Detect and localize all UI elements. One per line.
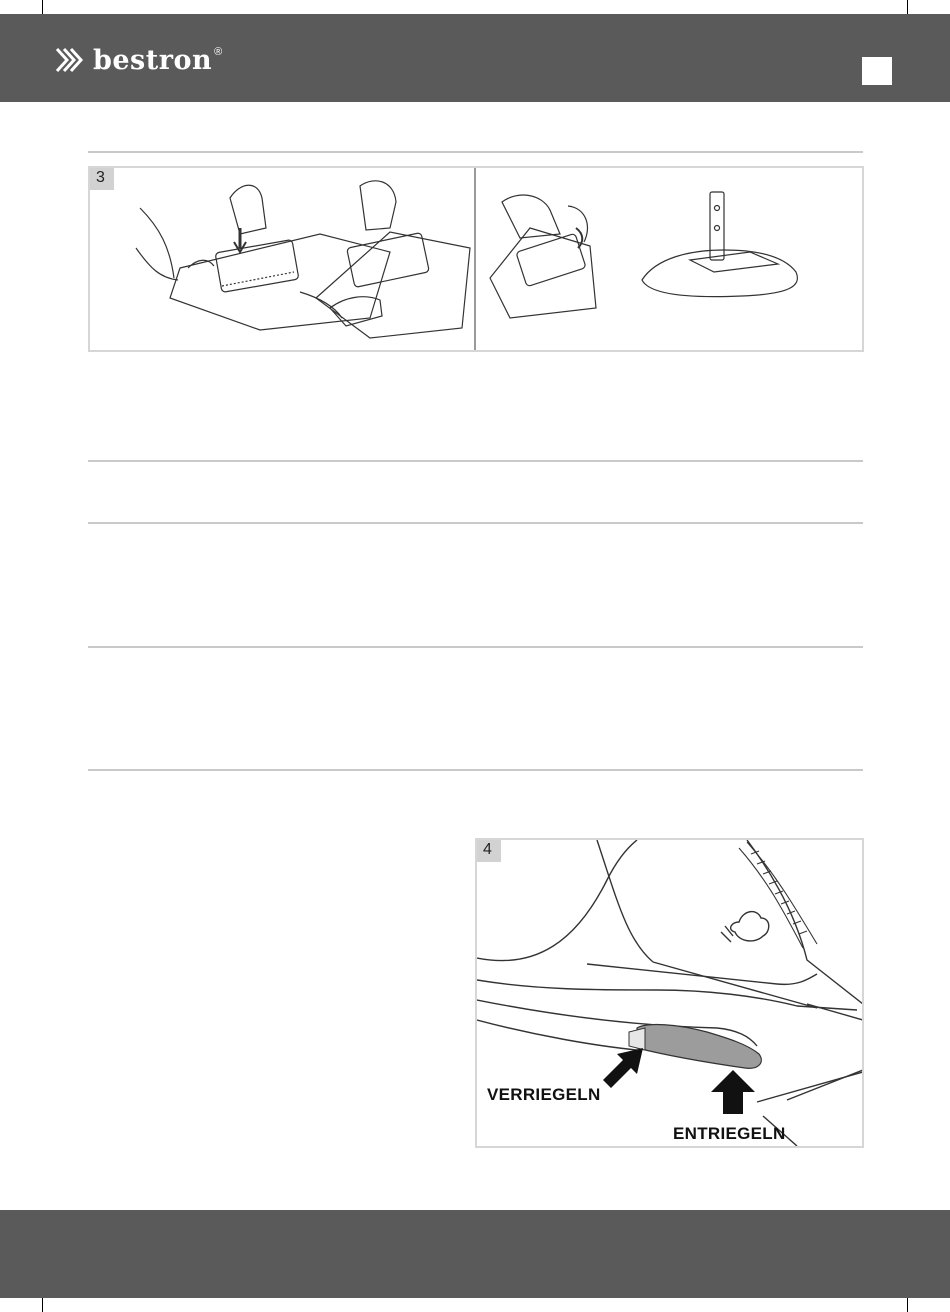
section-divider <box>88 769 863 771</box>
figure-3 <box>88 166 864 352</box>
mop-cloth-illustration <box>90 168 862 350</box>
cloth-outline <box>316 232 470 338</box>
brand-chevrons-icon <box>55 47 85 73</box>
language-box <box>862 57 892 85</box>
figure-number: 3 <box>90 168 114 190</box>
figure-4 <box>475 838 864 1148</box>
hand <box>230 185 266 234</box>
hand <box>502 195 560 238</box>
section-divider <box>88 646 863 648</box>
grip-ribs <box>739 842 817 948</box>
brand-name: bestron <box>93 44 213 76</box>
steam-icon <box>721 912 769 942</box>
cloth-outline <box>490 228 596 318</box>
registered-mark: ® <box>214 46 223 58</box>
footer-bar <box>0 1210 950 1298</box>
mop-assembled <box>642 250 797 297</box>
lock-label: VERRIEGELN <box>487 1085 601 1104</box>
hand <box>360 181 396 230</box>
arrow-curve <box>188 260 214 268</box>
brand-logo <box>55 40 222 80</box>
lock-slider <box>637 1025 761 1069</box>
unlock-arrow-icon <box>711 1070 755 1114</box>
lock-arrow-icon <box>603 1048 643 1088</box>
section-divider <box>88 522 863 524</box>
section-divider <box>88 151 863 153</box>
handle-body <box>477 980 857 1010</box>
handle-arc <box>477 840 637 961</box>
section-divider <box>88 460 863 462</box>
unlock-label: ENTRIEGELN <box>673 1124 786 1143</box>
figure-number: 4 <box>477 840 501 862</box>
